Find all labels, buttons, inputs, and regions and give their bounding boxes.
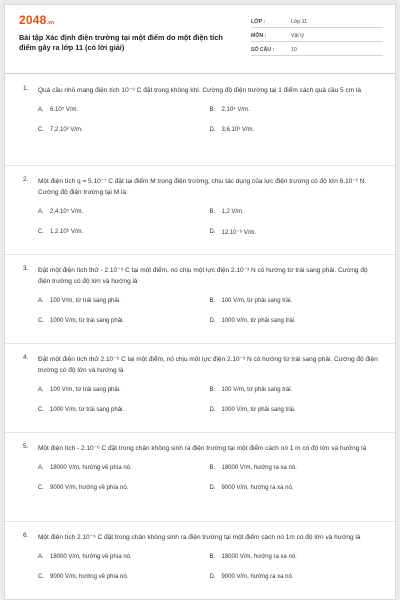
option-text: 18000 V/m, hướng ra xa nó. (221, 465, 297, 471)
option-c[interactable] (38, 127, 210, 147)
option-b[interactable] (210, 554, 382, 574)
option-letter: D. (209, 229, 216, 235)
meta-label: SỐ CÂU : (251, 47, 275, 53)
option-d[interactable] (210, 407, 382, 427)
option-text: 100 V/m, từ trái sang phải. (50, 298, 121, 304)
question-list (5, 85, 395, 600)
answer-options (38, 298, 381, 338)
option-text: 1,2.10⁵ V/m. (50, 229, 84, 235)
meta-value: Lớp 11 (291, 19, 307, 25)
option-letter: C. (38, 485, 44, 491)
option-text: 3,6.10³ V/m. (221, 127, 255, 133)
option-letter: B. (209, 107, 216, 113)
option-letter: C. (38, 127, 44, 133)
option-letter: A. (38, 465, 44, 471)
option-text: 9000 V/m, hướng ra xa nó. (221, 574, 294, 580)
question-number: 1. (23, 85, 29, 92)
option-text: 18000 V/m, hướng ra xa nó. (221, 554, 297, 560)
question-text: Một điện tích q = 5.10⁻⁷ C đặt tại điểm M trong điện trường, chịu tác dụng của lực điện trường có độ lớn 6.10⁻² N. Cường độ điện trường tại M là: (38, 178, 367, 196)
option-letter: D. (209, 485, 216, 491)
question-divider (5, 165, 395, 166)
option-text: 2.10⁴ V/m. (221, 107, 250, 113)
option-a[interactable] (38, 107, 210, 127)
option-text: 6.10⁵ V/m. (50, 107, 79, 113)
option-a[interactable] (38, 298, 210, 318)
option-b[interactable] (210, 387, 382, 407)
question-divider (5, 521, 395, 522)
option-d[interactable] (210, 485, 382, 505)
option-text: 1,2 V/m. (221, 209, 244, 215)
option-letter: B. (209, 298, 216, 304)
meta-value: 10 (291, 47, 297, 53)
option-b[interactable] (210, 209, 382, 229)
question-number: 2. (23, 176, 29, 183)
option-c[interactable] (38, 229, 210, 249)
answer-options (38, 107, 381, 147)
question-divider (5, 254, 395, 255)
option-d[interactable] (210, 229, 382, 249)
question-text: Một điện tích 2.10⁻⁶ C đặt trong chân không sinh ra điện trường tại một điểm cách nó 1m có độ lớn và hướng là (38, 534, 361, 541)
question-text: Đặt một điện tích thử 2.10⁻⁶ C tại một điểm, nó chịu một lực điện 2.10⁻³ N có hướng từ trái sang phải. Cường độ điện trường có độ lớn và hướng là (38, 356, 378, 374)
option-b[interactable] (210, 465, 382, 485)
option-text: 9000 V/m, hướng về phía nó. (50, 574, 129, 580)
question-item (5, 265, 395, 343)
option-letter: D. (209, 127, 216, 133)
answer-options (38, 465, 381, 505)
option-letter: C. (38, 229, 44, 235)
question-item (5, 443, 395, 521)
option-letter: C. (38, 407, 44, 413)
option-letter: A. (38, 107, 44, 113)
option-a[interactable] (38, 554, 210, 574)
option-letter: B. (209, 465, 216, 471)
option-text: 18000 V/m, hướng về phía nó. (50, 465, 132, 471)
question-number: 6. (23, 532, 29, 539)
page-title: Bài tập Xác định điện trường tại một điểm do một điện tích điểm gây ra lớp 11 (có lời giải) (19, 33, 223, 52)
answer-options (38, 387, 381, 427)
meta-row-class (251, 15, 383, 28)
option-text: 18000 V/m, hướng về phía nó. (50, 554, 132, 560)
question-number: 4. (23, 354, 29, 361)
question-item (5, 176, 395, 254)
option-text: 12.10⁻⁶ V/m. (221, 230, 257, 236)
option-d[interactable] (210, 318, 382, 338)
question-number: 5. (23, 443, 29, 450)
logo-text: 2048 (19, 13, 47, 27)
option-letter: C. (38, 318, 44, 324)
option-letter: A. (38, 298, 44, 304)
option-text: 1000 V/m, từ phải sang trái. (221, 318, 296, 324)
meta-value: Vật lý (291, 33, 304, 39)
question-number: 3. (23, 265, 29, 272)
option-b[interactable] (210, 107, 382, 127)
meta-label: LỚP : (251, 19, 266, 25)
question-item (5, 354, 395, 432)
question-divider (5, 343, 395, 344)
option-letter: B. (209, 209, 216, 215)
option-text: 100 V/m, từ trái sang phải. (50, 387, 121, 393)
option-text: 1000 V/m, từ trái sang phải. (50, 407, 125, 413)
option-text: 1000 V/m, từ trái sang phải. (50, 318, 125, 324)
option-d[interactable] (210, 127, 382, 147)
logo-suffix: .vn (46, 20, 55, 26)
question-item (5, 85, 395, 165)
option-letter: A. (38, 554, 44, 560)
meta-label: MÔN : (251, 33, 267, 39)
option-c[interactable] (38, 407, 210, 427)
option-letter: C. (38, 574, 44, 580)
option-letter: D. (209, 318, 216, 324)
question-item (5, 532, 395, 600)
option-text: 2,4.10⁵ V/m. (50, 209, 84, 215)
question-text: Đặt một điện tích thử - 2.10⁻⁶ C tại một điểm, nó chịu một lực điện 2.10⁻³ N có hướng từ trái sang phải. Cường độ điện trường có độ lớn và hướng là (38, 267, 368, 285)
page-header (5, 5, 395, 71)
meta-info (251, 15, 383, 57)
meta-row-subject (251, 29, 383, 42)
answer-options (38, 209, 381, 249)
question-text: Một điện tích - 2.10⁻⁶ C đặt trong chân không sinh ra điện trường tại một điểm cách nó 1 m có độ lớn và hướng là (38, 445, 367, 452)
option-letter: B. (209, 554, 216, 560)
option-a[interactable] (38, 209, 210, 229)
worksheet-page (4, 4, 396, 600)
question-text: Quả cầu nhỏ mang điện tích 10⁻⁹ C đặt trong không khí. Cường độ điện trường tại 1 điểm cách quả cầu 5 cm là (38, 87, 361, 94)
option-text: 100 V/m, từ phải sang trái. (221, 298, 293, 304)
option-d[interactable] (210, 574, 382, 594)
option-letter: A. (38, 209, 44, 215)
option-c[interactable] (38, 485, 210, 505)
option-c[interactable] (38, 574, 210, 594)
option-letter: A. (38, 387, 44, 393)
option-letter: D. (209, 407, 216, 413)
question-divider (5, 432, 395, 433)
option-text: 1000 V/m, từ phải sang trái. (221, 407, 296, 413)
option-letter: D. (209, 574, 216, 580)
option-text: 100 V/m, từ phải sang trái. (221, 387, 293, 393)
option-c[interactable] (38, 318, 210, 338)
option-text: 9000 V/m, hướng ra xa nó. (221, 485, 294, 491)
option-letter: B. (209, 387, 216, 393)
header-divider (5, 73, 395, 74)
option-a[interactable] (38, 465, 210, 485)
answer-options (38, 554, 381, 594)
option-b[interactable] (210, 298, 382, 318)
meta-row-count (251, 43, 383, 56)
option-text: 7,2.10³ V/m. (50, 127, 83, 133)
option-a[interactable] (38, 387, 210, 407)
option-text: 9000 V/m, hướng về phía nó. (50, 485, 129, 491)
